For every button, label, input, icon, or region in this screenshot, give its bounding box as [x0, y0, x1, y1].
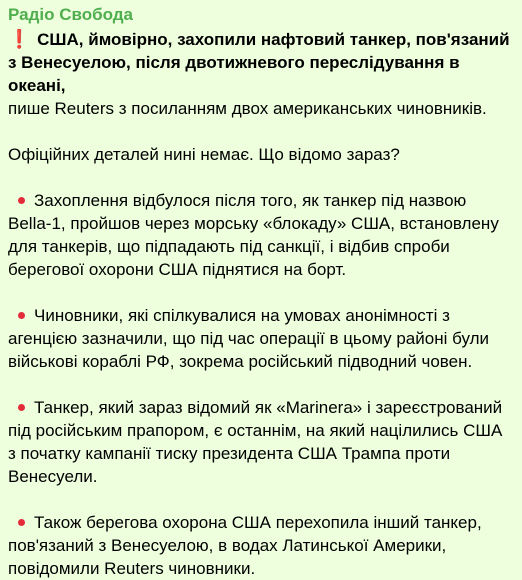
post-lead: пише Reuters з посиланням двох американських чиновників.	[8, 99, 487, 118]
post-intro: Офіційних деталей нині немає. Що відомо зараз?	[8, 145, 400, 164]
red-exclamation-icon: ❗	[8, 29, 31, 49]
headline-text: США, ймовірно, захопили нафтовий танкер, пов'язаний з Венесуелою, після двотижневого переслідування в океані,	[8, 30, 510, 95]
red-bullet-icon	[18, 312, 25, 319]
red-bullet-icon	[18, 519, 25, 526]
bullet-item	[8, 511, 514, 580]
bullet-item	[8, 304, 514, 373]
red-bullet-icon	[18, 404, 25, 411]
bullet-text: Танкер, який зараз відомий як «Marinera» і зареєстрований під російським прапором, є останнім, на який націлились США з початку кампанії тиску президента США Трампа проти Венесуели.	[8, 398, 503, 486]
bullet-text: Також берегова охорона США перехопила інший танкер, пов'язаний з Венесуелою, в водах Латинської Америки, повідомили Reuters чиновники.	[8, 513, 482, 578]
bullet-item	[8, 396, 514, 488]
post-headline	[8, 28, 514, 97]
bullet-text: Захоплення відбулося після того, як танкер під назвою Bella-1, пройшов через морську «блокаду» США, встановлену для танкерів, що підпадають під санкції, і відбив спроби берегової охорони США піднятися на борт.	[8, 191, 499, 279]
red-bullet-icon	[18, 197, 25, 204]
bullet-item	[8, 189, 514, 281]
bullet-text: Чиновники, які спілкувалися на умовах анонімності з агенцією зазначили, що під час операції в цьому районі були військові кораблі РФ, зокрема російський підводний човен.	[8, 306, 489, 371]
channel-name[interactable]: Радіо Свобода	[8, 5, 133, 24]
